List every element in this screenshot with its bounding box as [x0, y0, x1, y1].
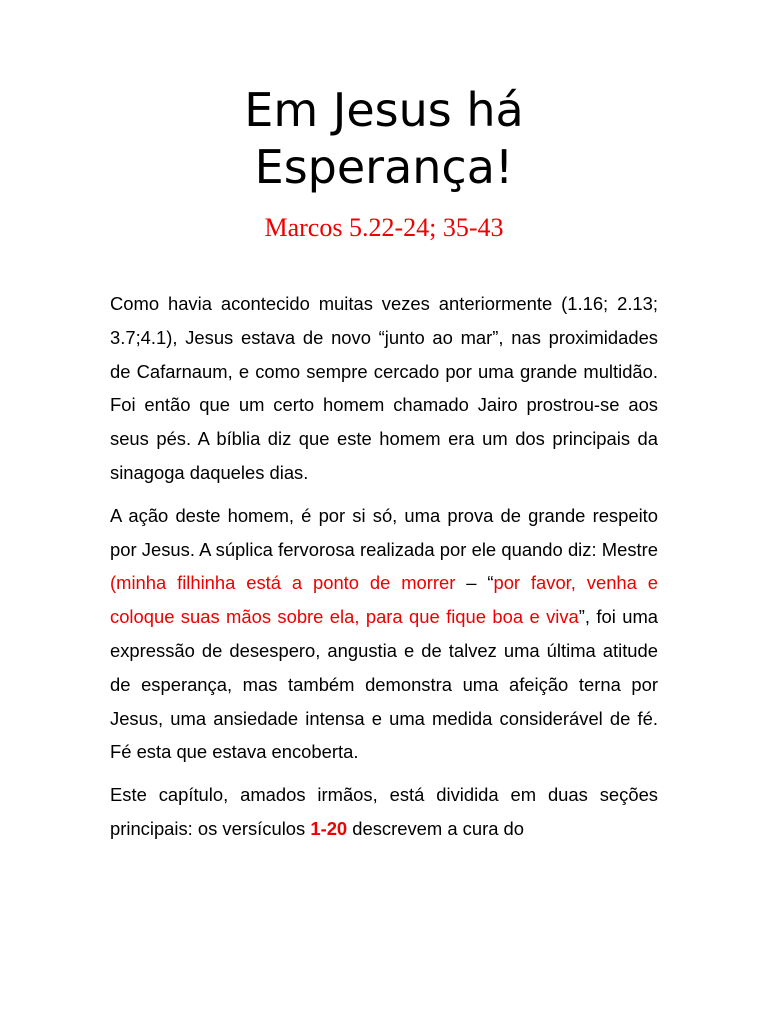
paragraph-3-intro: Este capítulo, amados irmãos, está dividida em duas seções principais: os versículos	[110, 784, 658, 839]
title-line-2: Esperança!	[254, 140, 514, 194]
paragraph-3-rest: descrevem a cura do	[347, 817, 524, 839]
paragraph-2	[110, 499, 658, 769]
title-line-1: Em Jesus há	[244, 83, 524, 137]
paragraph-3-verses: 1-20	[310, 817, 348, 839]
paragraph-2-intro: A ação deste homem, é por si só, uma prova de grande respeito por Jesus. A súplica fervorosa realizada por ele quando diz: Mestre	[110, 504, 658, 560]
paragraph-2-quote-1: (minha filhinha está a ponto de morrer	[110, 572, 456, 594]
scripture-reference: Marcos 5.22-24; 35-43	[264, 213, 504, 242]
paragraph-2-quote-2: por favor, venha e coloque suas mãos sobre ela, para que fique boa e viva	[110, 572, 658, 628]
document-body	[110, 287, 658, 855]
paragraph-1: Como havia acontecido muitas vezes anteriormente (1.16; 2.13; 3.7;4.1), Jesus estava de novo “junto ao mar”, nas proximidades de Cafarnaum, e como sempre cercado por uma grande multidão. Foi então que um certo homem chamado Jairo prostrou-se aos seus pés. A bíblia diz que este homem era um dos principais da sinagoga daqueles dias.	[110, 293, 658, 483]
paragraph-3	[110, 778, 658, 846]
paragraph-2-dash: – “	[455, 572, 494, 594]
paragraph-2-rest: ”, foi uma expressão de desespero, angustia e de talvez uma última atitude de esperança, mas também demonstra uma afeição terna por Jesus, uma ansiedade intensa e uma medida considerável de fé. Fé esta que estava encoberta.	[110, 606, 658, 763]
document-title	[110, 82, 658, 196]
